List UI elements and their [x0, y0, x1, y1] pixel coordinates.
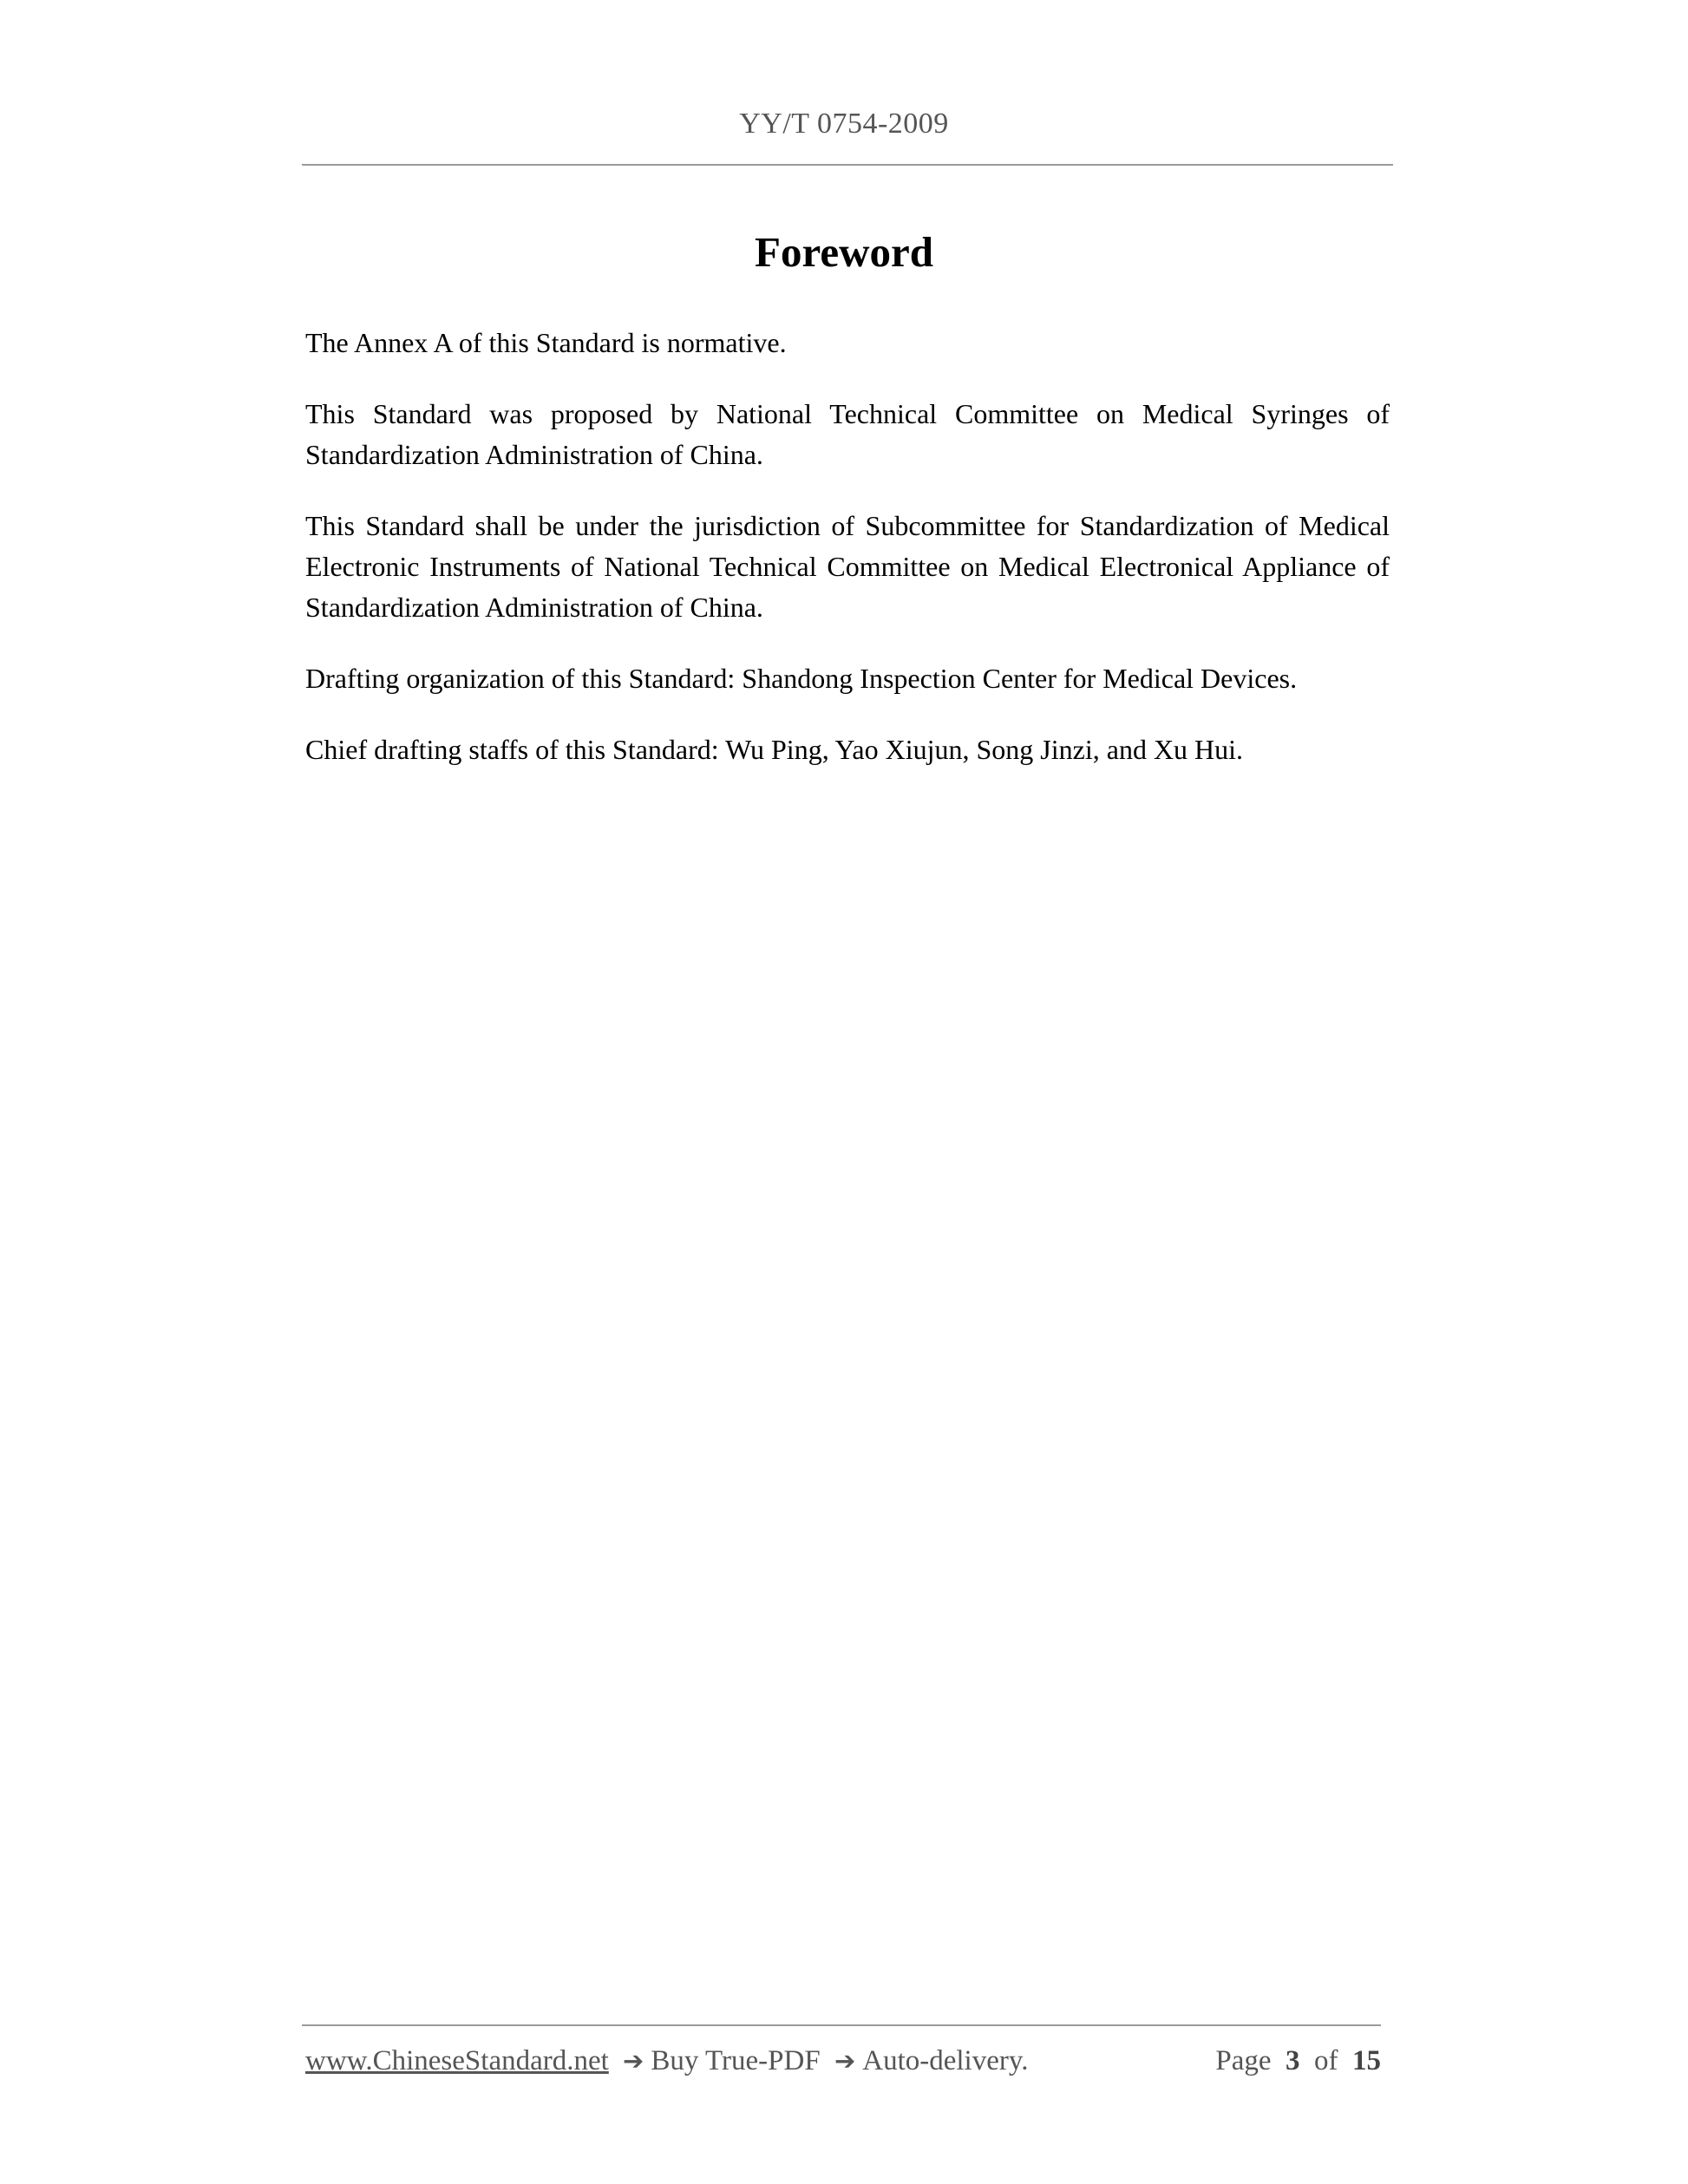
footer-divider: [302, 2024, 1381, 2026]
page-number: [1215, 2045, 1381, 2077]
paragraph: Drafting organization of this Standard: Shandong Inspection Center for Medical Devices.: [305, 663, 1298, 694]
footer-step-buy: Buy True-PDF: [651, 2045, 821, 2076]
document-code-header: YY/T 0754-2009: [739, 108, 949, 140]
footer-step-delivery: Auto-delivery.: [862, 2045, 1029, 2076]
paragraph: The Annex A of this Standard is normative.: [305, 327, 787, 358]
paragraph: Chief drafting staffs of this Standard: Wu Ping, Yao Xiujun, Song Jinzi, and Xu Hui.: [305, 734, 1244, 765]
page-of-label: of: [1314, 2045, 1338, 2076]
paragraph: This Standard was proposed by National Technical Committee on Medical Syringes of Standardization Administration of China.: [305, 398, 1390, 470]
right-arrow-icon: ➔: [623, 2046, 644, 2076]
footer-promo: [305, 2045, 1028, 2077]
header-divider: [302, 164, 1393, 166]
foreword-body: [305, 323, 1390, 801]
page-label: Page: [1215, 2045, 1272, 2076]
section-heading: Foreword: [755, 228, 933, 276]
paragraph: This Standard shall be under the jurisdiction of Subcommittee for Standardization of Medical Electronic Instruments of National Technical Committee on Medical Electronical Appliance of Standardization Administration of China.: [305, 510, 1390, 623]
page-footer: [305, 2045, 1381, 2077]
right-arrow-icon: ➔: [834, 2046, 856, 2076]
website-link[interactable]: www.ChineseStandard.net: [305, 2045, 609, 2076]
page-total: 15: [1352, 2045, 1381, 2076]
page-current: 3: [1286, 2045, 1300, 2076]
